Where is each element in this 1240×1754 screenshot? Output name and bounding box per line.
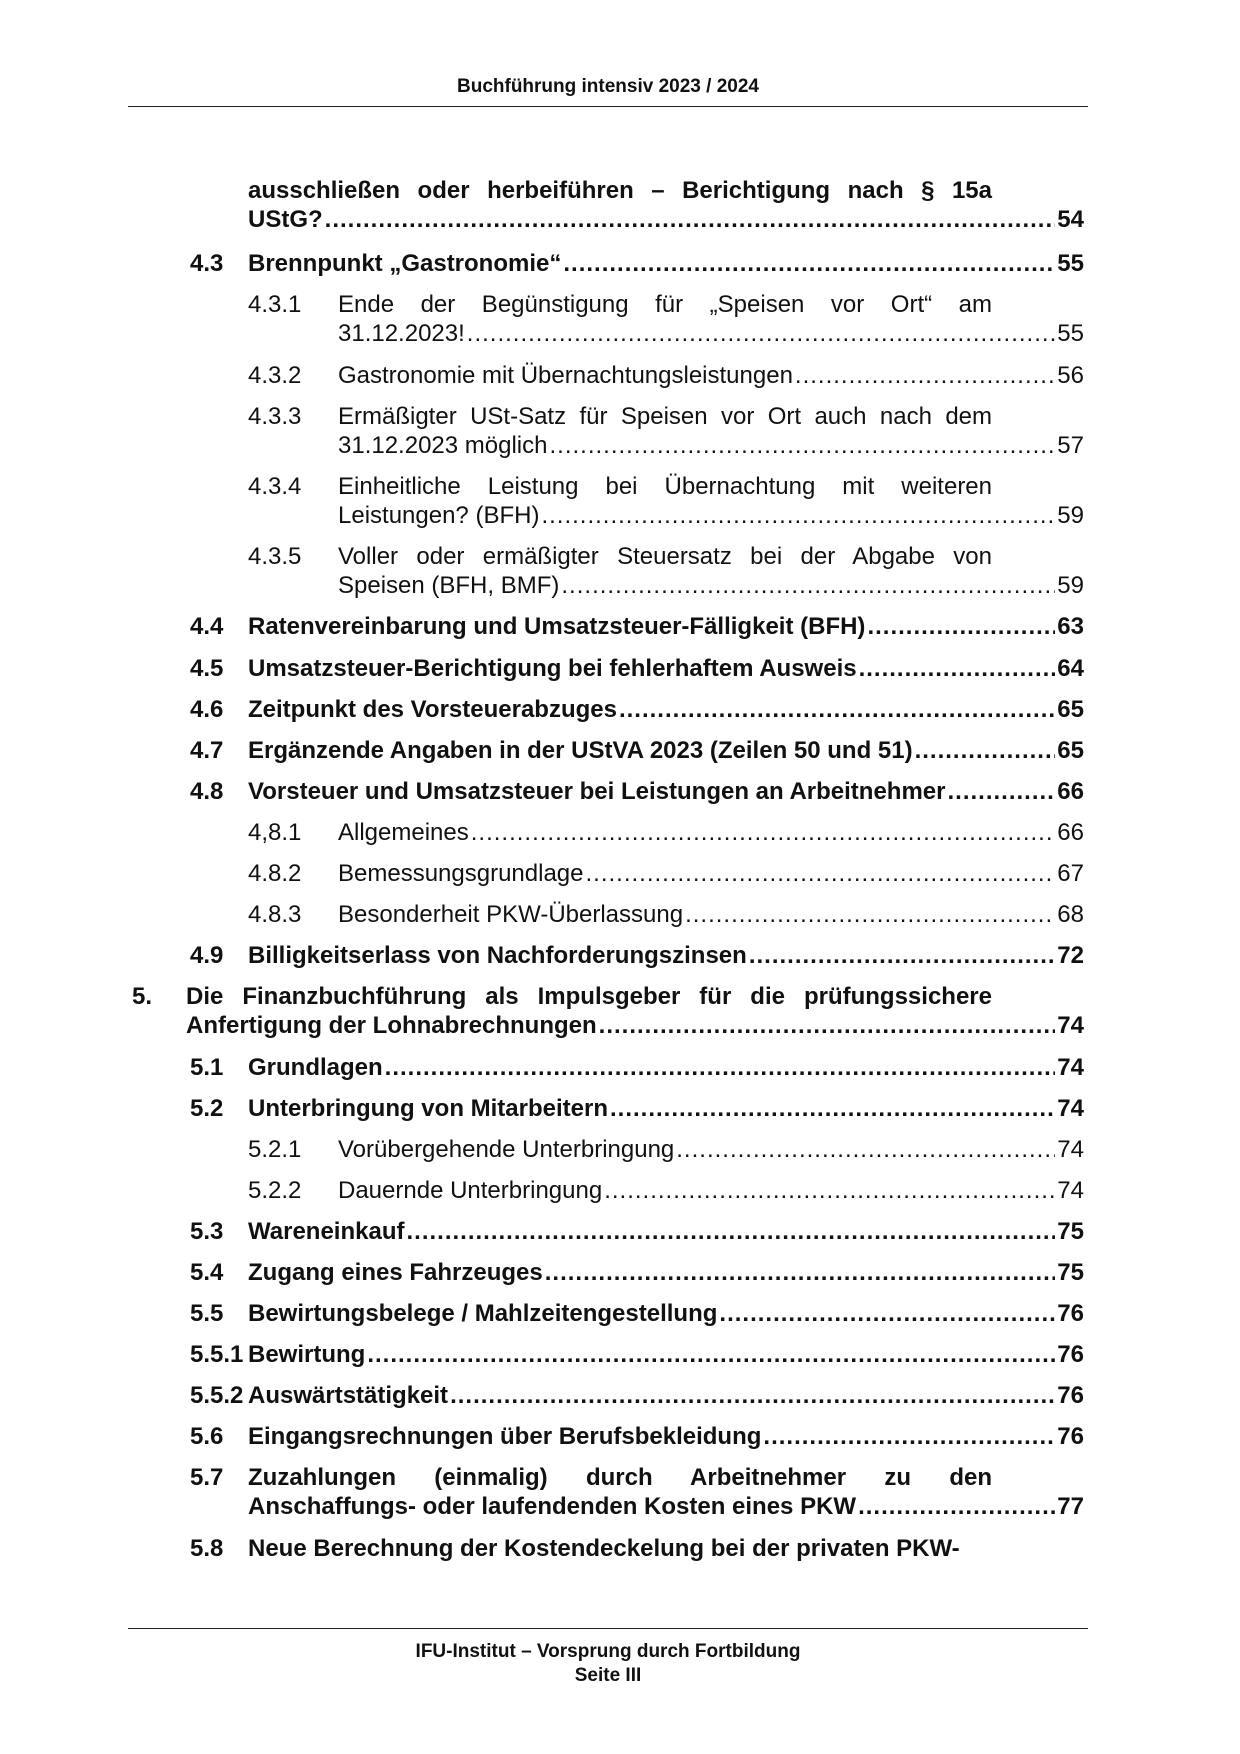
toc-entry-title: 31.12.2023!: [338, 320, 465, 347]
toc-entry-title: Billigkeitserlass von Nachforderungszinsen: [248, 942, 747, 969]
toc-entry[interactable]: [0, 941, 1240, 971]
toc-entry-page: 54: [1057, 206, 1084, 233]
toc-entry-number: 4.6: [190, 696, 224, 723]
toc-entry-number: 4.3.3: [248, 403, 302, 430]
dot-leader: [915, 736, 1056, 766]
toc-entry-number: 5.1: [190, 1054, 224, 1081]
toc-entry-page: 74: [1057, 1012, 1084, 1039]
toc-entry[interactable]: [0, 736, 1240, 766]
toc-entry-title: Grundlagen: [248, 1054, 383, 1081]
toc-entry[interactable]: [0, 1053, 1240, 1083]
toc-entry-title-line1: Die Finanzbuchführung als Impulsgeber für die prüfungssichere: [186, 983, 992, 1010]
toc-entry-number: 4.7: [190, 737, 224, 764]
toc-entry-page: 77: [1057, 1493, 1084, 1520]
running-header: Buchführung intensiv 2023 / 2024: [457, 76, 759, 97]
toc-entry-title: Besonderheit PKW-Überlassung: [338, 901, 684, 928]
toc-entry[interactable]: [0, 654, 1240, 684]
toc-entry-title-line1: Einheitliche Leistung bei Übernachtung mit weiteren: [338, 473, 992, 500]
toc-entry[interactable]: [0, 1094, 1240, 1124]
dot-leader: [763, 1422, 1055, 1452]
dot-leader: [325, 205, 1056, 235]
toc-entry-page: 59: [1057, 572, 1084, 599]
toc-entry[interactable]: [0, 1381, 1240, 1411]
toc-entry[interactable]: [0, 249, 1240, 279]
toc-entry-number: 5.7: [190, 1464, 224, 1491]
toc-entry[interactable]: [0, 472, 1240, 532]
toc-entry[interactable]: [0, 1217, 1240, 1247]
toc-entry-title: Unterbringung von Mitarbeitern: [248, 1095, 608, 1122]
toc-entry[interactable]: [0, 1135, 1240, 1165]
dot-leader: [471, 818, 1056, 848]
toc-entry-number: 5.: [132, 983, 153, 1010]
toc-entry[interactable]: [0, 1463, 1240, 1523]
toc-entry-page: 56: [1057, 362, 1084, 389]
toc-entry-title-line1: Voller oder ermäßigter Steuersatz bei der Abgabe von: [338, 543, 992, 570]
toc-entry-page: 59: [1057, 502, 1084, 529]
toc-entry[interactable]: [0, 818, 1240, 848]
toc-entry-title: Zugang eines Fahrzeuges: [248, 1259, 543, 1286]
dot-leader: [858, 1492, 1055, 1522]
toc-entry[interactable]: [0, 900, 1240, 930]
toc-entry-title: Auswärtstätigkeit: [248, 1382, 449, 1409]
toc-entry-page: 66: [1057, 819, 1084, 846]
toc-entry-title: Gastronomie mit Übernachtungsleistungen: [338, 362, 793, 389]
footer-institute: IFU-Institut – Vorsprung durch Fortbildung: [415, 1641, 801, 1662]
dot-leader: [685, 900, 1055, 930]
toc-entry-page: 74: [1057, 1054, 1084, 1081]
dot-leader: [549, 431, 1055, 461]
toc-entry-title: Leistungen? (BFH): [338, 502, 540, 529]
toc-entry-title-line1: Zuzahlungen (einmalig) durch Arbeitnehmer zu den: [248, 1464, 992, 1491]
toc-entry-title: Speisen (BFH, BMF): [338, 572, 560, 599]
toc-entry-title: Wareneinkauf: [248, 1218, 405, 1245]
toc-entry[interactable]: [0, 1258, 1240, 1288]
toc-entry-page: 75: [1057, 1218, 1084, 1245]
toc-entry[interactable]: [0, 1340, 1240, 1370]
toc-entry-title: 31.12.2023 möglich: [338, 432, 548, 459]
toc-entry-number: 5.5.2: [190, 1382, 244, 1409]
dot-leader: [467, 319, 1056, 349]
toc-entry-title: Anfertigung der Lohnabrechnungen: [186, 1012, 597, 1039]
toc-entry-page: 74: [1057, 1095, 1084, 1122]
toc-entry[interactable]: [0, 290, 1240, 350]
toc-entry[interactable]: [0, 1534, 1240, 1564]
dot-leader: [406, 1217, 1055, 1247]
toc-entry-page: 75: [1057, 1259, 1084, 1286]
toc-entry-number: 5.2.1: [248, 1136, 302, 1163]
toc-entry-title: Anschaffungs- oder laufendenden Kosten eines PKW: [248, 1493, 857, 1520]
toc-entry[interactable]: [0, 1422, 1240, 1452]
dot-leader: [561, 571, 1055, 601]
dot-leader: [859, 654, 1056, 684]
dot-leader: [947, 777, 1055, 807]
toc-entry-number: 5.5.1: [190, 1341, 244, 1368]
toc-entry-title-line1: Ermäßigter USt-Satz für Speisen vor Ort auch nach dem: [338, 403, 992, 430]
toc-entry-page: 72: [1057, 942, 1084, 969]
toc-entry[interactable]: [0, 1299, 1240, 1329]
toc-entry-title: UStG?: [248, 206, 323, 233]
toc-entry-number: 4.5: [190, 655, 224, 682]
dot-leader: [619, 695, 1055, 725]
toc-entry-title-line1: ausschließen oder herbeiführen – Berichtigung nach § 15a: [248, 177, 992, 204]
dot-leader: [749, 941, 1055, 971]
toc-entry-number: 4.8.2: [248, 860, 302, 887]
toc-entry-number: 4.9: [190, 942, 224, 969]
toc-entry-page: 64: [1057, 655, 1084, 682]
toc-entry-page: 66: [1057, 778, 1084, 805]
toc-entry-page: 65: [1057, 696, 1084, 723]
dot-leader: [599, 1011, 1056, 1041]
toc-entry-number: 4.3.2: [248, 362, 302, 389]
toc-entry[interactable]: [0, 695, 1240, 725]
footer-rule: [128, 1628, 1088, 1629]
dot-leader: [367, 1340, 1055, 1370]
dot-leader: [586, 859, 1056, 889]
toc-entry-number: 5.3: [190, 1218, 224, 1245]
toc-entry-page: 76: [1057, 1300, 1084, 1327]
dot-leader: [676, 1135, 1055, 1165]
toc-entry[interactable]: [0, 777, 1240, 807]
toc-entry-title: Ergänzende Angaben in der UStVA 2023 (Zeilen 50 und 51): [248, 737, 913, 764]
dot-leader: [604, 1176, 1055, 1206]
toc-entry[interactable]: [0, 1176, 1240, 1206]
toc-entry-title: Bewirtung: [248, 1341, 366, 1368]
toc-entry-page: 76: [1057, 1382, 1084, 1409]
dot-leader: [867, 612, 1055, 642]
dot-leader: [541, 501, 1055, 531]
toc-entry-page: 63: [1057, 613, 1084, 640]
toc-entry-page: 74: [1057, 1136, 1084, 1163]
toc-entry-title: Ratenvereinbarung und Umsatzsteuer-Fälligkeit (BFH): [248, 613, 866, 640]
toc-entry-number: 4.8: [190, 778, 224, 805]
toc-entry-page: 76: [1057, 1341, 1084, 1368]
toc-entry-page: 68: [1057, 901, 1084, 928]
toc-entry: [0, 176, 1240, 236]
dot-leader: [610, 1094, 1055, 1124]
toc-entry-number: 5.5: [190, 1300, 224, 1327]
toc-entry-number: 5.2: [190, 1095, 224, 1122]
toc-entry-number: 4.3.1: [248, 291, 302, 318]
page-footer: [128, 1640, 1088, 1688]
toc-entry-title: Vorsteuer und Umsatzsteuer bei Leistungen an Arbeitnehmer: [248, 778, 946, 805]
toc-entry[interactable]: [0, 859, 1240, 889]
page-number: Seite III: [574, 1665, 642, 1686]
toc-entry-title: Eingangsrechnungen über Berufsbekleidung: [248, 1423, 762, 1450]
toc-entry-title: Brennpunkt „Gastronomie“: [248, 250, 562, 277]
toc-entry-title: Vorübergehende Unterbringung: [338, 1136, 675, 1163]
toc-entry[interactable]: [0, 402, 1240, 462]
dot-leader: [385, 1053, 1056, 1083]
toc-entry-number: 5.8: [190, 1535, 224, 1562]
toc-entry-page: 55: [1057, 250, 1084, 277]
toc-entry-number: 5.2.2: [248, 1177, 302, 1204]
toc-entry-title-line1: Ende der Begünstigung für „Speisen vor Ort“ am: [338, 291, 992, 318]
toc-entry-title: Bewirtungsbelege / Mahlzeitengestellung: [248, 1300, 718, 1327]
dot-leader: [795, 361, 1055, 391]
toc-entry-title: Dauernde Unterbringung: [338, 1177, 603, 1204]
toc-entry-number: 5.6: [190, 1423, 224, 1450]
toc-entry[interactable]: [0, 542, 1240, 602]
dot-leader: [545, 1258, 1056, 1288]
toc-entry-title: Umsatzsteuer-Berichtigung bei fehlerhaftem Ausweis: [248, 655, 857, 682]
toc-entry-page: 57: [1057, 432, 1084, 459]
toc-entry-title: Allgemeines: [338, 819, 469, 846]
header-rule: [128, 106, 1088, 107]
toc-entry-page: 55: [1057, 320, 1084, 347]
toc-entry-number: 4.3.5: [248, 543, 302, 570]
toc-entry-number: 4.3.4: [248, 473, 302, 500]
toc-entry-page: 76: [1057, 1423, 1084, 1450]
toc-entry-title: Zeitpunkt des Vorsteuerabzuges: [248, 696, 617, 723]
toc-entry-page: 65: [1057, 737, 1084, 764]
toc-entry-number: 4.8.3: [248, 901, 302, 928]
toc-entry-number: 4,8.1: [248, 819, 302, 846]
toc-entry[interactable]: [0, 612, 1240, 642]
toc-entry[interactable]: [0, 361, 1240, 391]
dot-leader: [719, 1299, 1055, 1329]
toc-entry-number: 4.4: [190, 613, 224, 640]
toc-entry-title-line1: Neue Berechnung der Kostendeckelung bei der privaten PKW-: [248, 1535, 960, 1562]
toc-entry-number: 4.3: [190, 250, 224, 277]
toc-entry-page: 67: [1057, 860, 1084, 887]
dot-leader: [563, 249, 1055, 279]
toc-entry[interactable]: [0, 982, 1240, 1042]
toc-entry-number: 5.4: [190, 1259, 224, 1286]
dot-leader: [450, 1381, 1055, 1411]
toc-entry-page: 74: [1057, 1177, 1084, 1204]
toc-entry-title: Bemessungsgrundlage: [338, 860, 584, 887]
